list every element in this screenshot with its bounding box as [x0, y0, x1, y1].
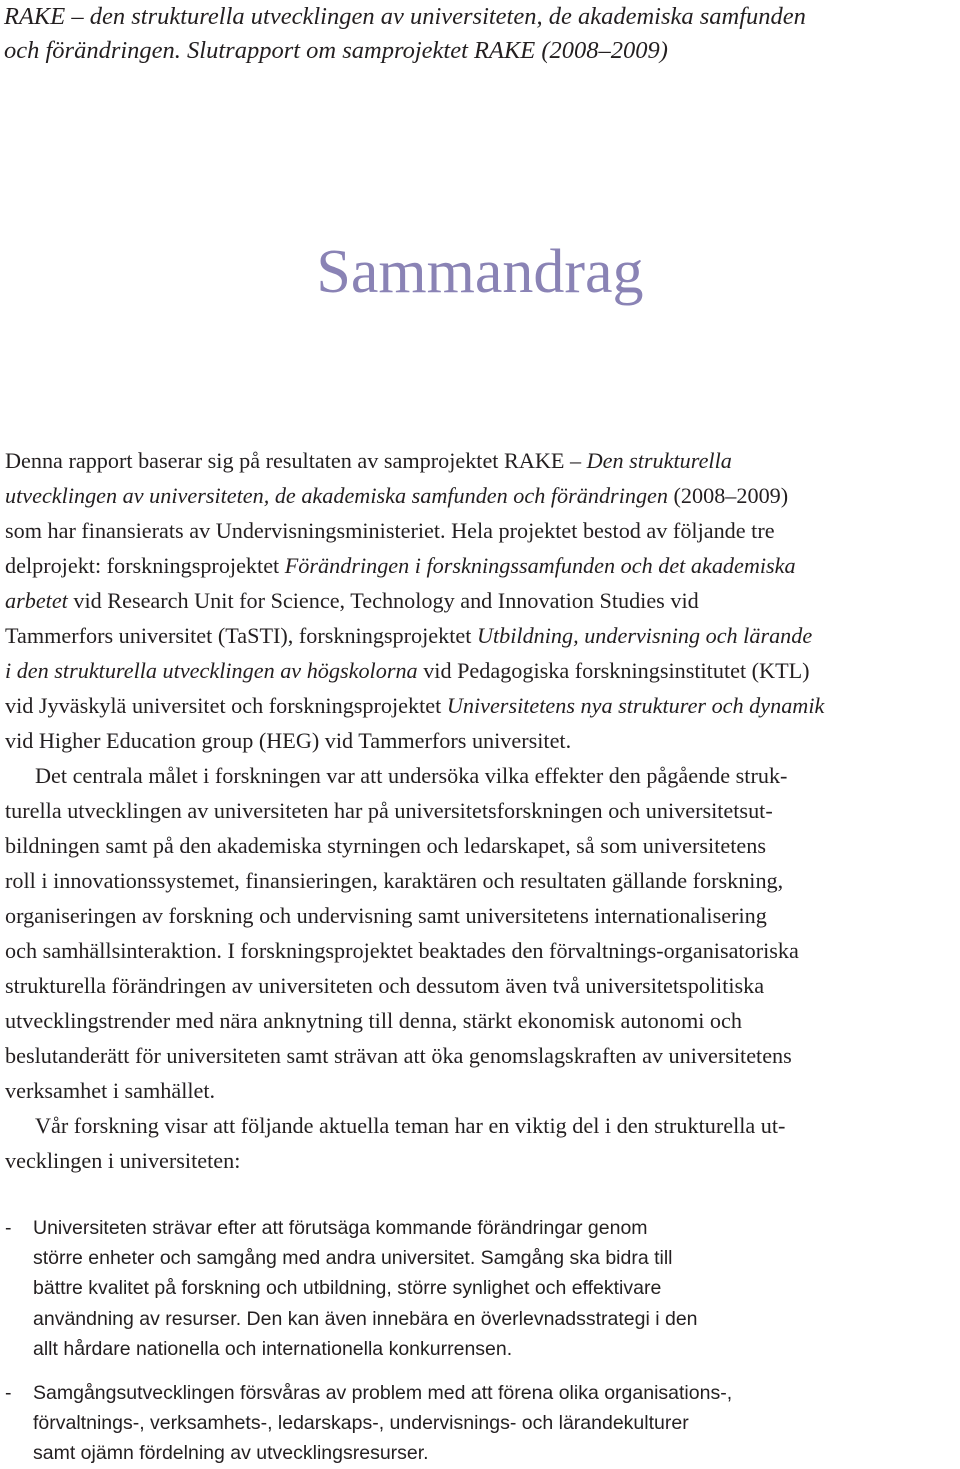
- italic-run: Den strukturella: [586, 448, 732, 473]
- text-run: delprojekt: forskningsprojektet: [5, 553, 285, 578]
- italic-run: Universitetens nya strukturer och dynamik: [446, 693, 825, 718]
- text-line: turella utvecklingen av universiteten har på universitetsforskningen och universitetsut-: [5, 798, 773, 823]
- bullet-line: Samgångsutvecklingen försvåras av problem med att förena olika organisations-,: [33, 1382, 733, 1405]
- paragraph-3: [5, 1108, 955, 1178]
- text-line: bildningen samt på den akademiska styrningen och ledarskapet, så som universitetens: [5, 833, 766, 858]
- italic-run: utvecklingen av universiteten, de akademiska samfunden och förändringen: [5, 483, 668, 508]
- paragraph-1: [5, 443, 955, 758]
- bullet-line: samt ojämn fördelning av utvecklingsresurser.: [33, 1442, 429, 1465]
- text-line: [5, 653, 955, 688]
- text-line: [5, 583, 955, 618]
- body-text: [5, 443, 955, 1178]
- bullet-list: [5, 1213, 955, 1469]
- bullet-dash: -: [5, 1382, 12, 1405]
- text-line: [5, 443, 955, 478]
- bullet-line: bättre kvalitet på forskning och utbildning, större synlighet och effektivare: [33, 1277, 662, 1300]
- bullet-line: användning av resurser. Den kan även innebära en överlevnadsstrategi i den: [33, 1307, 698, 1330]
- running-head: [4, 0, 954, 68]
- text-line: [5, 548, 955, 583]
- italic-run: i den strukturella utvecklingen av högskolorna: [5, 658, 418, 683]
- text-line: [5, 688, 955, 723]
- text-line: roll i innovationssystemet, finansieringen, karaktären och resultaten gällande forskning,: [5, 868, 784, 893]
- text-run: Denna rapport baserar sig på resultaten av samprojektet RAKE –: [5, 448, 587, 473]
- text-line: [5, 513, 955, 548]
- text-line: verksamhet i samhället.: [5, 1078, 216, 1103]
- text-line: [5, 723, 955, 758]
- text-line: och samhällsinteraktion. I forskningsprojektet beaktades den förvaltnings-organisatoriska: [5, 938, 799, 963]
- text-line: strukturella förändringen av universiteten och dessutom även två universitetspolitiska: [5, 973, 765, 998]
- italic-run: Förändringen i forskningssamfunden och det akademiska: [284, 553, 796, 578]
- text-line: Det centrala målet i forskningen var att undersöka vilka effekter den pågående struk-: [35, 763, 788, 788]
- italic-run: Utbildning, undervisning och lärande: [476, 623, 813, 648]
- text-line: [5, 618, 955, 653]
- bullet-item: [5, 1378, 955, 1469]
- bullet-dash: -: [5, 1217, 12, 1239]
- bullet-line: förvaltnings-, verksamhets-, ledarskaps-, undervisnings- och lärandekulturer: [33, 1412, 689, 1435]
- bullet-line: större enheter och samgång med andra universitet. Samgång ska bidra till: [33, 1247, 673, 1270]
- bullet-line: allt hårdare nationella och internationella konkurrensen.: [33, 1337, 513, 1360]
- text-line: vecklingen i universiteten:: [5, 1148, 241, 1173]
- running-head-line-2: och förändringen. Slutrapport om samprojektet RAKE (2008–2009): [4, 37, 668, 64]
- paragraph-2: [5, 758, 955, 1108]
- text-line: beslutanderätt för universiteten samt strävan att öka genomslagskraften av universitetens: [5, 1043, 792, 1068]
- text-run: vid Pedagogiska forskningsinstitutet (KTL): [417, 658, 810, 683]
- italic-run: arbetet: [5, 588, 68, 613]
- text-run: Tammerfors universitet (TaSTI), forskningsprojektet: [5, 623, 477, 648]
- text-line: Vår forskning visar att följande aktuella teman har en viktig del i den strukturella ut-: [35, 1113, 786, 1138]
- text-run: vid Higher Education group (HEG) vid Tammerfors universitet.: [5, 728, 572, 753]
- text-run: vid Research Unit for Science, Technology and Innovation Studies vid: [67, 588, 699, 613]
- bullet-item: [5, 1213, 955, 1364]
- text-line: utvecklingstrender med nära anknytning till denna, stärkt ekonomisk autonomi och: [5, 1008, 742, 1033]
- text-run: (2008–2009): [667, 483, 789, 508]
- bullet-line: Universiteten strävar efter att förutsäga kommande förändringar genom: [33, 1217, 648, 1239]
- text-run: Hela projektet bestod av följande tre: [445, 518, 775, 543]
- text-line: [5, 478, 955, 513]
- text-run: som har finansierats av Undervisningsministeriet.: [5, 518, 446, 543]
- page-title: Sammandrag: [316, 238, 644, 306]
- text-line: organiseringen av forskning och undervisning samt universitetens internationalisering: [5, 903, 767, 928]
- text-run: vid Jyväskylä universitet och forskningsprojektet: [5, 693, 447, 718]
- running-head-line-1: RAKE – den strukturella utvecklingen av universiteten, de akademiska samfunden: [4, 3, 806, 30]
